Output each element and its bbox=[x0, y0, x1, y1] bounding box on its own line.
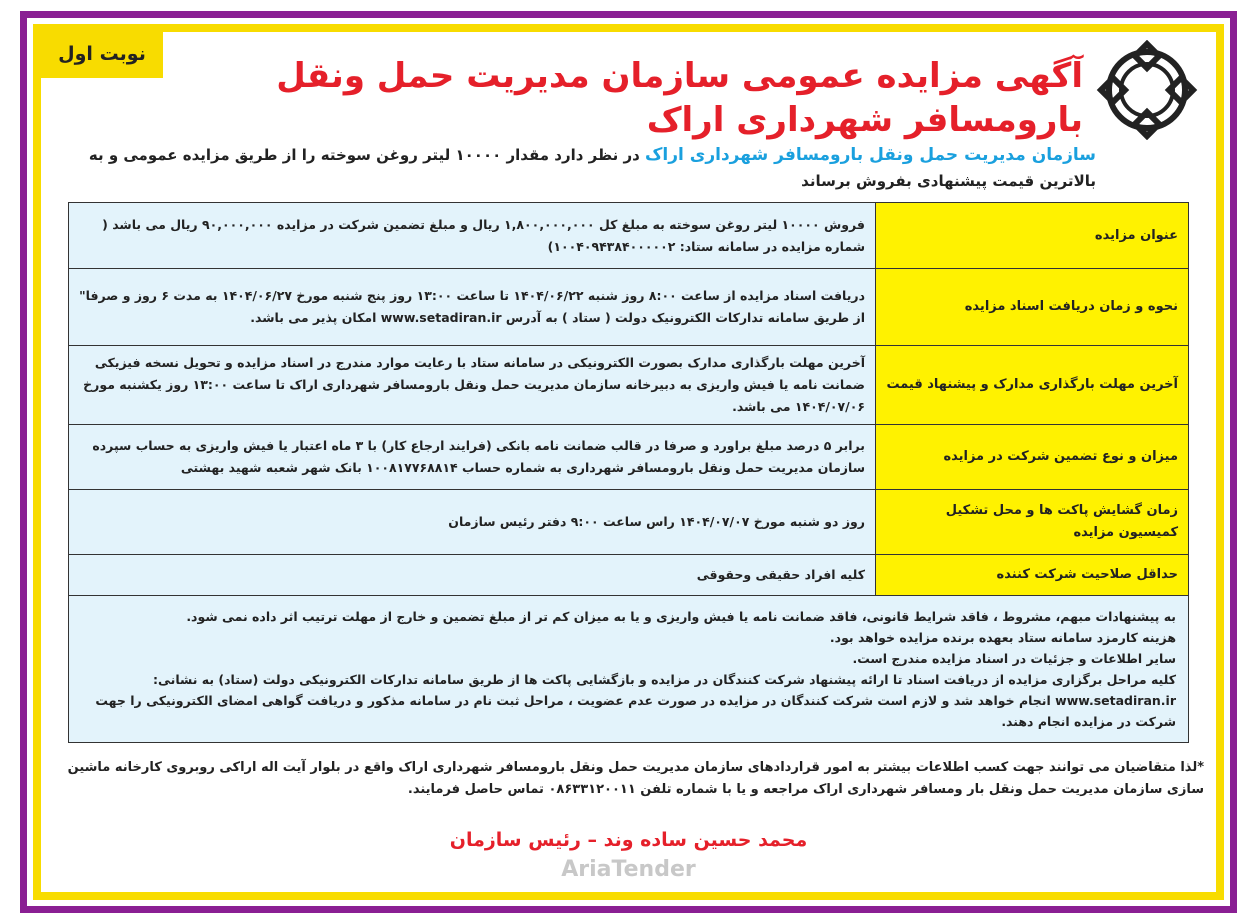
row-label: آخرین مهلت بارگذاری مدارک و پیشنهاد قیمت bbox=[876, 346, 1189, 425]
notice-page bbox=[41, 32, 1216, 892]
organization-name: سازمان مدیریت حمل ونقل بارومسافر شهرداری اراک bbox=[645, 145, 1096, 165]
row-label: عنوان مزایده bbox=[876, 203, 1189, 269]
row-value: دریافت اسناد مزایده از ساعت ۸:۰۰ روز شنبه ۱۴۰۴/۰۶/۲۲ تا ساعت ۱۳:۰۰ روز پنج شنبه مورخ ۱۴۰۴/۰۶/۲۷ به مدت ۶ روز و صرفا" از طریق سامانه تدارکات الکترونیک دولت ( ستاد ) به آدرس www.setadiran.ir امکان پذیر می باشد. bbox=[69, 269, 876, 346]
auction-details-table bbox=[68, 202, 1189, 743]
contact-footer: *لذا متقاضیان می توانند جهت کسب اطلاعات بیشتر به امور قراردادهای سازمان مدیریت حمل ونقل بارومسافر شهرداری اراک واقع در بلوار آیت اله اراکی روبروی کارخانه ماشین سازی سازمان مدیریت حمل ونقل بار ومسافر شهرداری اراک مراجعه و یا با شماره تلفن ۰۸۶۳۳۱۲۰۰۱۱ تماس حاصل فرمایند. bbox=[67, 760, 1204, 797]
note: به پیشنهادات مبهم، مشروط ، فاقد شرایط قانونی، فاقد ضمانت نامه یا فیش واریزی و یا به میزان کم تر از مبلغ تضمین و خارج از مهلت ترتیب اثر داده نمی شود. bbox=[186, 609, 1176, 624]
watermark: AriaTender bbox=[561, 857, 696, 882]
row-label: زمان گشایش پاکت ها و محل تشکیل کمیسیون مزایده bbox=[876, 490, 1189, 555]
yellow-frame bbox=[33, 24, 1224, 900]
row-label: میزان و نوع تضمین شرکت در مزایده bbox=[876, 425, 1189, 490]
row-label: حداقل صلاحیت شرکت کننده bbox=[876, 555, 1189, 596]
row-value: فروش ۱۰۰۰۰ لیتر روغن سوخته به مبلغ کل ۱,۸۰۰,۰۰۰,۰۰۰ ریال و مبلغ تضمین شرکت در مزایده ۹۰,۰۰۰,۰۰۰ ریال می باشد ( شماره مزایده در سامانه ستاد: ۱۰۰۴۰۹۴۳۸۴۰۰۰۰۰۲) bbox=[69, 203, 876, 269]
header bbox=[41, 32, 1216, 142]
table-row bbox=[69, 269, 1189, 346]
note: هزینه کارمزد سامانه ستاد بعهده برنده مزایده خواهد بود. bbox=[829, 630, 1176, 645]
note: کلیه مراحل برگزاری مزایده از دریافت اسناد تا ارائه پیشنهاد شرکت کنندگان در مزایده و بازگشایی پاکت ها از طریق سامانه تدارکات الکترونیکی دولت (ستاد) به نشانی: www.setadiran.ir انجام خواهد شد و لازم است شرکت کنندگان در مزایده در صورت عدم عضویت ، مراحل ثبت نام در سامانه مذکور و دریافت گواهی امضای الکترونیکی را جهت شرکت در مزایده انجام دهند. bbox=[95, 672, 1176, 729]
table-row bbox=[69, 490, 1189, 555]
signature: محمد حسین ساده وند – رئیس سازمان bbox=[449, 829, 808, 851]
intro-body: در نظر دارد مقدار ۱۰۰۰۰ لیتر روغن سوخته را از طریق مزایده عمومی و به بالاترین قیمت پیشنهادی بفروش برساند bbox=[88, 146, 1096, 190]
purple-frame bbox=[20, 11, 1237, 913]
row-value: کلیه افراد حقیقی وحقوقی bbox=[69, 555, 876, 596]
row-value: روز دو شنبه مورخ ۱۴۰۴/۰۷/۰۷ راس ساعت ۹:۰۰ دفتر رئیس سازمان bbox=[69, 490, 876, 555]
row-value: آخرین مهلت بارگذاری مدارک بصورت الکترونیکی در سامانه ستاد با رعایت موارد مندرج در اسناد مزایده و تحویل نسخه فیزیکی ضمانت نامه یا فیش واریزی به دبیرخانه سازمان مدیریت حمل ونقل بارومسافر شهرداری اراک تا ساعت ۱۳:۰۰ روز یکشنبه مورخ ۱۴۰۴/۰۷/۰۶ می باشد. bbox=[69, 346, 876, 425]
table-row bbox=[69, 425, 1189, 490]
table-row bbox=[69, 346, 1189, 425]
row-label: نحوه و زمان دریافت اسناد مزایده bbox=[876, 269, 1189, 346]
notes-row bbox=[69, 596, 1189, 743]
arak-municipality-logo-icon bbox=[1093, 40, 1201, 140]
table-row bbox=[69, 203, 1189, 269]
note: سایر اطلاعات و جزئیات در اسناد مزایده مندرج است. bbox=[852, 651, 1176, 666]
round-badge: نوبت اول bbox=[41, 32, 163, 78]
page-title: آگهی مزایده عمومی سازمان مدیریت حمل ونقل بارومسافر شهرداری اراک bbox=[276, 56, 1083, 140]
intro-text bbox=[61, 142, 1096, 194]
table-row bbox=[69, 555, 1189, 596]
row-value: برابر ۵ درصد مبلغ براورد و صرفا در قالب ضمانت نامه بانکی (فرایند ارجاع کار) با ۳ ماه اعتبار یا فیش واریزی به حساب سپرده سازمان مدیریت حمل ونقل بارومسافر شهرداری به شماره حساب ۱۰۰۸۱۷۷۶۸۸۱۴ بانک شهر شعبه شهید بهشتی bbox=[69, 425, 876, 490]
